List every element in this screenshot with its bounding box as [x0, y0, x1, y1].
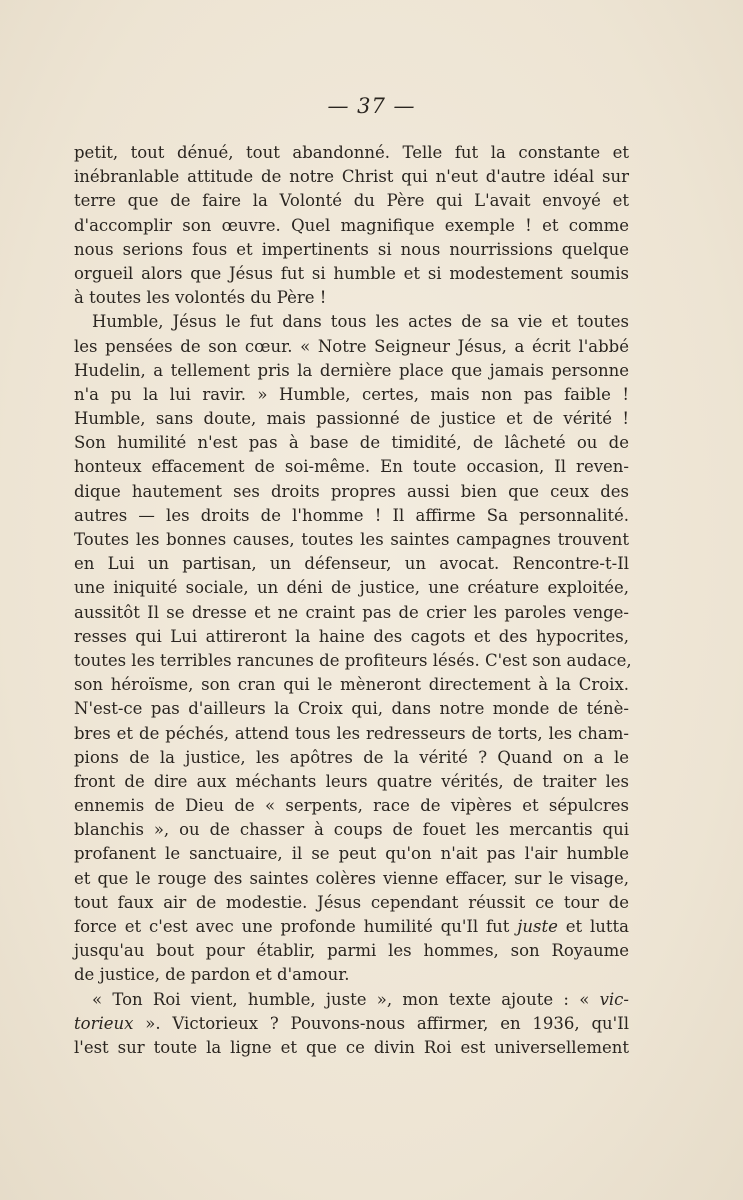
text-line: Humble, sans doute, mais passionné de justice et de vérité ! [74, 409, 629, 429]
text-run: force et c'est avec une profonde humilité qu'Il fut [74, 917, 518, 936]
text-line [74, 988, 629, 1012]
text-line: orgueil alors que Jésus fut si humble et si modestement soumis [74, 263, 629, 283]
text-run: et lutta [557, 917, 629, 936]
text-line: et que le rouge des saintes colères vienne effacer, sur le visage, [74, 868, 629, 888]
text-line: profanent le sanctuaire, il se peut qu'on n'ait pas l'air humble [74, 844, 629, 864]
text-line: de justice, de pardon et d'amour. [74, 965, 350, 985]
text-line: toutes les terribles rancunes de profiteurs lésés. C'est son audace, [74, 650, 632, 670]
text-line [74, 915, 629, 939]
text-line: son héroïsme, son cran qui le mèneront directement à la Croix. [74, 675, 629, 695]
text-line: N'est-ce pas d'ailleurs la Croix qui, dans notre monde de ténè- [74, 699, 629, 719]
text-line: Toutes les bonnes causes, toutes les saintes campagnes trouvent [74, 530, 629, 549]
text-line: nous serions fous et impertinents si nous nourrissions quelque [74, 239, 629, 259]
italic-word: vic- [599, 989, 629, 1009]
text-line: à toutes les volontés du Père ! [74, 288, 327, 308]
text-line [74, 1012, 629, 1036]
text-line: une iniquité sociale, un déni de justice, une créature exploitée, [74, 578, 629, 598]
text-line: jusqu'au bout pour établir, parmi les hommes, son Royaume [74, 941, 629, 961]
text-run: ». Victorieux ? Pouvons-nous affirmer, en 1936, qu'Il [133, 1013, 629, 1033]
text-line: bres et de péchés, attend tous les redresseurs de torts, les cham- [74, 723, 629, 743]
text-line: pions de la justice, les apôtres de la vérité ? Quand on a le [74, 747, 629, 767]
italic-word: torieux [74, 1013, 134, 1033]
text-line: d'accomplir son œuvre. Quel magnifique exemple ! et comme [74, 215, 629, 235]
text-line: petit, tout dénué, tout abandonné. Telle fut la constante et [74, 143, 629, 162]
text-line: honteux effacement de soi-même. En toute occasion, Il reven- [74, 457, 629, 477]
text-line: blanchis », ou de chasser à coups de fouet les mercantis qui [74, 820, 629, 840]
text-line: autres — les droits de l'homme ! Il affirme Sa personnalité. [74, 505, 629, 525]
page-number: — 37 — [327, 94, 416, 118]
text-line: terre que de faire la Volonté du Père qui L'avait envoyé et [74, 191, 629, 211]
text-line: dique hautement ses droits propres aussi bien que ceux des [74, 481, 629, 501]
text-line: en Lui un partisan, un défenseur, un avocat. Rencontre-t-Il [74, 554, 629, 574]
text-line: ennemis de Dieu de « serpents, race de vipères et sépulcres [74, 796, 629, 816]
text-line: Son humilité n'est pas à base de timidité, de lâcheté ou de [74, 433, 629, 453]
text-line: les pensées de son cœur. « Notre Seigneur Jésus, a écrit l'abbé [74, 336, 629, 356]
italic-word: juste [517, 917, 558, 936]
text-line: resses qui Lui attireront la haine des cagots et des hypocrites, [74, 626, 629, 646]
text-line: l'est sur toute la ligne et que ce divin Roi est universellement [74, 1037, 629, 1057]
text-line: Humble, Jésus le fut dans tous les actes de sa vie et toutes [92, 312, 629, 332]
body-text [74, 141, 632, 1060]
text-run: « Ton Roi vient, humble, juste », mon texte ajoute : « [92, 989, 600, 1009]
text-line: tout faux air de modestie. Jésus cependant réussit ce tour de [74, 892, 629, 912]
text-line: Hudelin, a tellement pris la dernière place que jamais personne [74, 360, 629, 380]
text-line: n'a pu la lui ravir. » Humble, certes, mais non pas faible ! [74, 384, 629, 404]
text-line: inébranlable attitude de notre Christ qui n'eut d'autre idéal sur [74, 167, 629, 187]
text-line: aussitôt Il se dresse et ne craint pas de crier les paroles venge- [74, 602, 629, 622]
text-line: front de dire aux méchants leurs quatre vérités, de traiter les [74, 771, 629, 791]
